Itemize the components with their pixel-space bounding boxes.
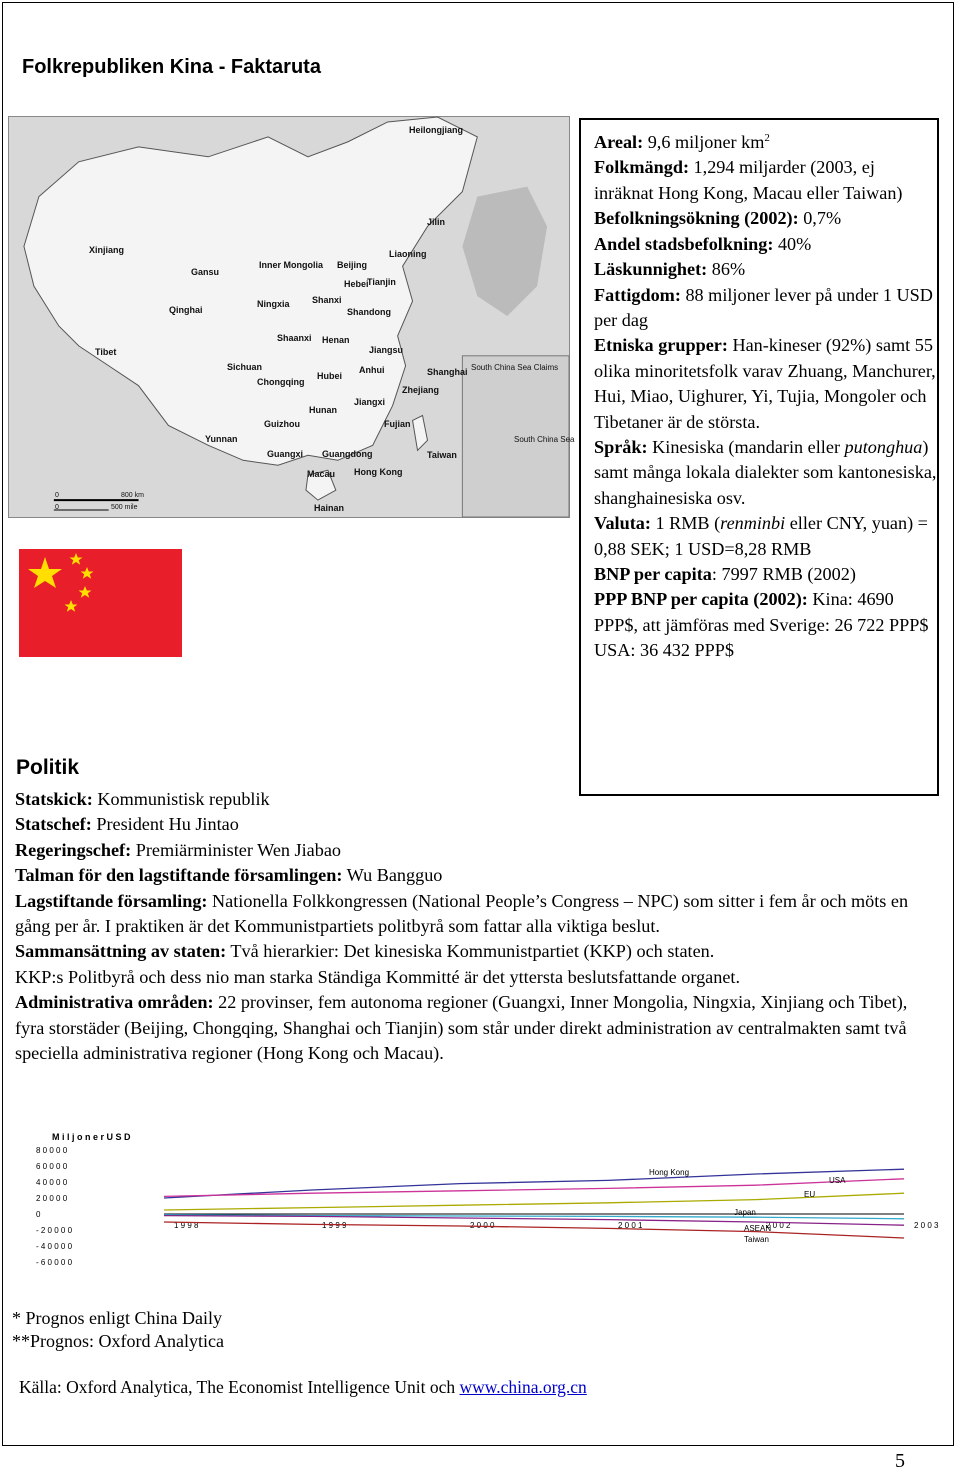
politik-sammansattning: Sammansättning av staten: Två hierarkier: Det kinesiska Kommunistpartiet (KKP) och staten. [15,941,715,962]
map-label-shaanxi: Shaanxi [277,333,312,343]
chart-y-tick: 8 0 0 0 0 [36,1146,68,1155]
source-link[interactable]: www.china.org.cn [459,1377,587,1397]
politik-regeringschef: Regeringschef: Premiärminister Wen Jiabao [15,839,342,860]
chart-legend-taiwan: Taiwan [744,1235,769,1244]
map-label-hong-kong: Hong Kong [354,467,403,477]
fact-laskunnighet: Läskunnighet: 86% [594,259,746,280]
chart-x-tick: 1 9 9 8 [174,1221,199,1230]
map-label-macau: Macau [307,469,336,479]
map-label-yunnan: Yunnan [205,434,238,444]
map-scale-label: 800 km [121,492,144,499]
map-label-xinjiang: Xinjiang [89,245,125,255]
footnote-china-daily: * Prognos enligt China Daily [12,1308,222,1328]
map-label-anhui: Anhui [359,365,385,375]
fact-etniska-grupper: Etniska grupper: Han-kineser (92%) samt 55 olika minoritetsfolk varav Zhuang, Manchurer, Hui, Miao, Uighurer, Yi, Tujia, Mongoler och Tibetaner är de största. [594,335,936,432]
china-flag [19,549,182,657]
chart-y-tick: 4 0 0 0 0 [36,1178,68,1187]
fact-bnp-per-capita: BNP per capita: 7997 RMB (2002) [594,563,856,584]
fact-box [579,118,939,796]
chart-legend-hong-kong: Hong Kong [649,1168,690,1178]
chart-x-tick: 2 0 0 0 [470,1221,495,1230]
fact-befolkningsokning: Befolkningsökning (2002): 0,7% [594,208,842,229]
chart-y-tick: - 4 0 0 0 0 [36,1242,73,1251]
chart-legend-asean: ASEAN [744,1224,772,1234]
chart-series-line-eu [164,1193,904,1210]
politik-talman: Talman för den lagstiftande församlingen: Wu Bangguo [15,865,443,886]
chart-y-tick: 6 0 0 0 0 [36,1162,68,1171]
map-label-gansu: Gansu [191,267,220,277]
map-label-south-china-sea-claims: South China Sea Claims [471,363,559,372]
map-label-jiangxi: Jiangxi [354,397,386,407]
map-label-sichuan: Sichuan [227,362,263,372]
source-text: Källa: Oxford Analytica, The Economist Intelligence Unit och [19,1377,460,1397]
flag-stars [19,549,182,657]
map-scale-label: 500 mile [111,504,138,511]
chart-legend-usa: USA [829,1175,846,1185]
trade-chart-svg [34,1128,939,1278]
footnote-oxford: **Prognos: Oxford Analytica [12,1331,224,1351]
china-map [8,116,575,518]
fact-fattigdom: Fattigdom: 88 miljoner lever på under 1 USD per dag [594,284,933,330]
map-label-shanxi: Shanxi [312,295,342,305]
map-scale-label: 0 [55,504,59,511]
map-label-chongqing: Chongqing [257,377,305,387]
chart-y-tick: 2 0 0 0 0 [36,1194,68,1203]
politics-section [15,787,935,1066]
map-label-tianjin: Tianjin [367,277,396,287]
fact-stadsbefolkning: Andel stadsbefolkning: 40% [594,233,812,254]
map-label-heilongjiang: Heilongjiang [409,125,463,135]
map-label-hunan: Hunan [309,405,337,415]
map-label-fujian: Fujian [384,419,411,429]
map-label-ningxia: Ningxia [257,299,290,309]
fact-sprak: Språk: Kinesiska (mandarin eller putonghua) samt många lokala dialekter som kantonesiska, shanghainesiska osv. [594,436,937,508]
fact-folkmangd: Folkmängd: 1,294 miljarder (2003, ej inräknat Hong Kong, Macau eller Taiwan) [594,157,903,203]
chart-x-tick: 2 0 0 1 [618,1221,643,1230]
map-label-guizhou: Guizhou [264,419,300,429]
map-label-liaoning: Liaoning [389,249,427,259]
chart-x-tick: 2 0 0 2 [766,1221,791,1230]
map-label-shandong: Shandong [347,307,391,317]
politik-statskick: Statskick: Kommunistisk republik [15,789,270,809]
fact-areal: Areal: 9,6 miljoner $km^2$ [594,132,770,153]
politik-statschef: Statschef: President Hu Jintao [15,814,239,835]
map-label-tibet: Tibet [95,347,117,357]
politik-administrativa: Administrativa områden: 22 provinser, fem autonoma regioner (Guangxi, Inner Mongolia, Ningxia, Xinjiang och Tibet), fyra storstäder (Beijing, Chongqing, Shanghai och Tianjin) som står under direkt administration av centralmakten samt två speciella administrativa regioner (Hong Kong och Macau). [15,992,908,1064]
map-label-taiwan: Taiwan [427,450,457,460]
map-label-zhejiang: Zhejiang [402,385,440,395]
page-number: 5 [895,1450,905,1472]
map-label-jiangsu: Jiangsu [369,345,404,355]
source-line [19,1377,587,1398]
fact-ppp-bnp: PPP BNP per capita (2002): Kina: 4690 PPP$, att jämföras med Sverige: 26 722 PPP$ USA: 36 432 PPP$ [594,589,929,661]
chart-x-tick: 2 0 0 3 [914,1221,939,1230]
map-scale-label: 0 [55,492,59,499]
map-label-south-china-sea: South China Sea [514,435,575,444]
chart-y-tick: - 2 0 0 0 0 [36,1226,73,1235]
fact-valuta: Valuta: 1 RMB (renminbi eller CNY, yuan) = 0,88 SEK; 1 USD=8,28 RMB [594,513,928,559]
map-label-inner-mongolia: Inner Mongolia [259,260,323,270]
chart-ylabel: M i l j o n e r U S D [52,1132,131,1142]
chart-x-tick: 1 9 9 9 [322,1221,347,1230]
politik-lagstiftande: Lagstiftande församling: Nationella Folkkongressen (National People’s Congress – NPC) som sitter i fem år och möts en gång per år. I praktiken är det Kommunistpartiets politbyrå som fattar alla viktiga beslut. [15,890,909,937]
politik-heading: Politik [16,756,80,779]
map-label-jilin: Jilin [427,217,446,227]
chart-y-tick: - 6 0 0 0 0 [36,1258,73,1267]
trade-chart [34,1128,939,1278]
map-label-beijing: Beijing [337,260,368,270]
map-label-hubei: Hubei [317,371,343,381]
map-label-guangdong: Guangdong [322,449,373,459]
chart-legend-eu: EU [804,1190,816,1200]
chart-legend-japan: Japan [734,1207,756,1217]
chart-series-line-taiwan [164,1222,904,1238]
map-label-henan: Henan [322,335,350,345]
footnotes [12,1307,224,1353]
chart-y-tick: 0 [36,1210,41,1219]
map-label-qinghai: Qinghai [169,305,203,315]
map-label-hainan: Hainan [314,503,345,513]
politik-kkp: KKP:s Politbyrå och dess nio man starka Ständiga Kommitté är det yttersta beslutsfattande organet. [15,966,740,987]
map-label-hebei: Hebei [344,279,369,289]
page-title: Folkrepubliken Kina - Faktaruta [22,56,321,78]
map-label-shanghai: Shanghai [427,367,468,377]
map-label-guangxi: Guangxi [267,449,304,459]
